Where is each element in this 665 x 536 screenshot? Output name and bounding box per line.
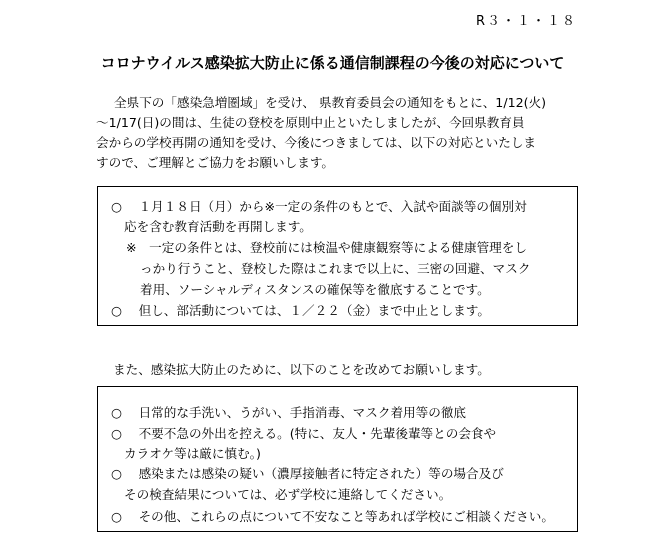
box2-line: カラオケ等は厳に慎む。) (124, 446, 261, 461)
box2-line: ○ 日常的な手洗い、うがい、手指消毒、マスク着用等の徹底 (111, 405, 467, 420)
box2-line: ○ 感染または感染の疑い（濃厚接触者に特定された）等の場合及び (111, 466, 504, 481)
box1-line: 着用、ソーシャルディスタンスの確保等を徹底することです。 (140, 282, 490, 297)
request-paragraph: また、感染拡大防止のために、以下のことを改めてお願いします。 (113, 362, 490, 377)
document-title: コロナウイルス感染拡大防止に係る通信制課程の今後の対応について (100, 54, 565, 72)
box1-line: っかり行うこと、登校した際はこれまで以上に、三密の回避、マスク (140, 261, 531, 276)
box2-line: その検査結果については、必ず学校に連絡してください。 (124, 487, 452, 502)
intro-line: すので、ご理解とご協力をお願いします。 (96, 155, 335, 170)
intro-paragraph (96, 93, 586, 173)
box1-line: ※ 一定の条件とは、登校前には検温や健康観察等による健康管理をし (126, 240, 527, 255)
box2-line: ○ 不要不急の外出を控える。(特に、友人・先輩後輩等との会食や (111, 426, 497, 441)
date: R３・１・１８ (475, 14, 577, 29)
box2-line: ○ その他、これらの点について不安なこと等あれば学校にご相談ください。 (111, 509, 554, 524)
box1-line: ○ 但し、部活動については、１／２２（金）まで中止とします。 (111, 303, 490, 318)
intro-line: ～1/17(日)の間は、生徒の登校を原則中止といたしましたが、今回県教育員 (96, 115, 525, 130)
box1-line: 応を含む教育活動を再開します。 (124, 219, 312, 234)
intro-line: 会からの学校再開の通知を受け、今後につきましては、以下の対応といたしま (96, 135, 537, 150)
box1-line: ○ １月１８日（月）から※一定の条件のもとで、入試や面談等の個別対 (111, 199, 527, 214)
intro-line: 全県下の「感染急増圏域」を受け、 県教育委員会の通知をもとに、1/12(火) (114, 95, 547, 110)
